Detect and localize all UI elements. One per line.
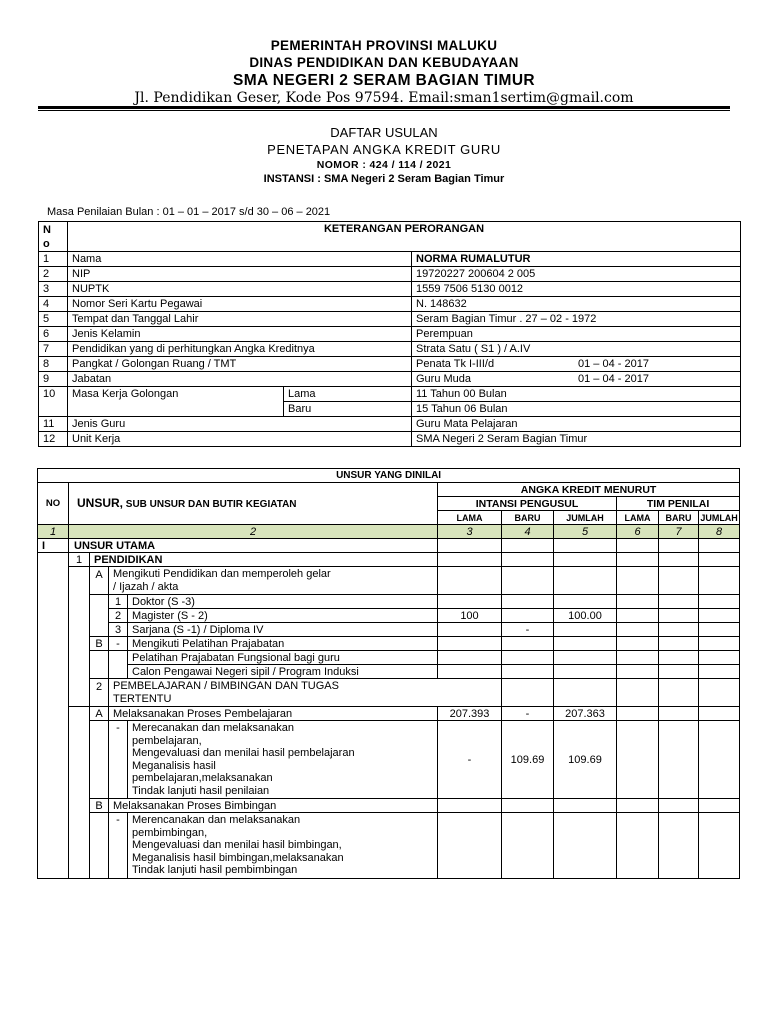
pembelajaran-lama: 207.393 [438, 707, 502, 721]
table-row: 1 Nama NORMA RUMALUTUR [39, 252, 741, 267]
table-row: I UNSUR UTAMA [38, 539, 740, 553]
table-row: B Melaksanakan Proses Bimbingan [38, 799, 740, 813]
table-row: 1 PENDIDIKAN [38, 553, 740, 567]
table-row: A Melaksanakan Proses Pembelajaran 207.393 - 207.363 [38, 707, 740, 721]
tmt-date: 01 – 04 - 2017 [578, 358, 649, 370]
angka-kredit-header: ANGKA KREDIT MENURUT [438, 483, 740, 497]
letterhead-address: Jl. Pendidikan Geser, Kode Pos 97594. Email:sman1sertim@gmail.com [134, 90, 634, 106]
table-row: 5 Tempat dan Tanggal Lahir Seram Bagian Timur . 27 – 02 - 1972 [39, 312, 741, 327]
table-row: 4 Nomor Seri Kartu Pegawai N. 148632 [39, 297, 741, 312]
table-row: 2 PEMBELAJARAN / BIMBINGAN DAN TUGAS TERTENTU [38, 679, 740, 707]
table-row: A Mengikuti Pendidikan dan memperoleh gelar / Ijazah / akta [38, 567, 740, 595]
letterhead-rule-thick [38, 106, 730, 109]
magister-jumlah: 100.00 [554, 609, 617, 623]
table-row: 3 NUPTK 1559 7506 5130 0012 [39, 282, 741, 297]
personal-header-row [39, 222, 741, 252]
evaluasi-baru: 109.69 [502, 721, 554, 799]
table-row: 1 Doktor (S -3) [38, 595, 740, 609]
doc-title: DAFTAR USULAN [330, 125, 438, 140]
table-row: - Merencanakan dan melaksanakan pembimbingan, Mengevaluasi dan menilai hasil bimbingan, Meganalisis hasil bimbingan,melaksanakan Tindak lanjuti hasil pembimbingan [38, 813, 740, 879]
table-row: Baru 15 Tahun 06 Bulan [39, 402, 741, 417]
col-unsur: UNSUR, SUB UNSUR DAN BUTIR KEGIATAN [69, 483, 438, 525]
table-row: 2 Magister (S - 2) 100 100.00 [38, 609, 740, 623]
table-row: 12 Unit Kerja SMA Negeri 2 Seram Bagian Timur [39, 432, 741, 447]
table-row: 3 Sarjana (S -1) / Diploma IV - [38, 623, 740, 637]
doc-number: NOMOR : 424 / 114 / 2021 [316, 159, 452, 171]
assessment-table [37, 468, 740, 879]
letterhead-department: DINAS PENDIDIKAN DAN KEBUDAYAAN [249, 55, 519, 70]
table-row: B - Mengikuti Pelatihan Prajabatan [38, 637, 740, 651]
doc-instansi: INSTANSI : SMA Negeri 2 Seram Bagian Timur [263, 173, 505, 185]
table-row: 9 Jabatan Guru Muda 01 – 04 - 2017 [39, 372, 741, 387]
letterhead-government: PEMERINTAH PROVINSI MALUKU [270, 38, 498, 53]
table-row: 11 Jenis Guru Guru Mata Pelajaran [39, 417, 741, 432]
personal-info-table [38, 221, 741, 447]
table-row: 8 Pangkat / Golongan Ruang / TMT Penata Tk I-III/d 01 – 04 - 2017 [39, 357, 741, 372]
evaluasi-jumlah: 109.69 [554, 721, 617, 799]
table-row: 10 Masa Kerja Golongan Lama 11 Tahun 00 Bulan [39, 387, 741, 402]
pembelajaran-jumlah: 207.363 [554, 707, 617, 721]
magister-lama: 100 [438, 609, 502, 623]
personal-section-header: KETERANGAN PERORANGAN [68, 222, 741, 252]
name-value: NORMA RUMALUTUR [412, 252, 741, 267]
letterhead-school: SMA NEGERI 2 SERAM BAGIAN TIMUR [232, 72, 536, 89]
table-row: - Merecanakan dan melaksanakan pembelajaran, Mengevaluasi dan menilai hasil pembelajaran Meganalisis hasil pembelajaran,melaksanakan Tindak lanjuti hasil penilaian - 109.69 109.69 [38, 721, 740, 799]
assessment-period: Masa Penilaian Bulan : 01 – 01 – 2017 s/d 30 – 06 – 2021 [47, 206, 331, 218]
assessment-header-row [38, 483, 740, 497]
jabatan-date: 01 – 04 - 2017 [578, 373, 649, 385]
col-no: NO [38, 483, 69, 525]
table-row: Calon Pengawai Negeri sipil / Program Induksi [38, 665, 740, 679]
assessment-header-row [38, 469, 740, 483]
letterhead-rule-thin [38, 110, 730, 111]
unsur-header: UNSUR YANG DINILAI [38, 469, 740, 483]
assessment-header-row: LAMA BARU JUMLAH LAMA BARU JUMLAH [38, 511, 740, 525]
numbering-row: 1 2 3 4 5 6 7 8 [38, 525, 740, 539]
table-row: Pelatihan Prajabatan Fungsional bagi guru [38, 651, 740, 665]
no-header: N o [39, 222, 68, 252]
table-row: 6 Jenis Kelamin Perempuan [39, 327, 741, 342]
tim-header: TIM PENILAI [617, 497, 740, 511]
instansi-header: INTANSI PENGUSUL [438, 497, 617, 511]
doc-subtitle: PENETAPAN ANGKA KREDIT GURU [267, 142, 501, 157]
table-row: 2 NIP 19720227 200604 2 005 [39, 267, 741, 282]
table-row: 7 Pendidikan yang di perhitungkan Angka Kreditnya Strata Satu ( S1 ) / A.IV [39, 342, 741, 357]
